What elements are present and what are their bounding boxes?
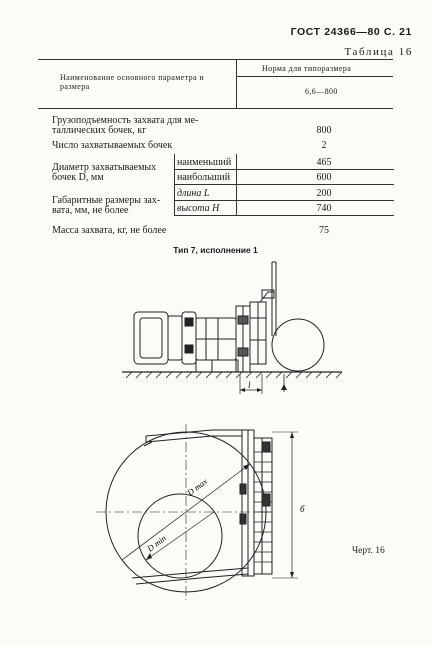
capacity-label-line2: таллических бочек, кг: [52, 125, 147, 136]
capacity-label-line1: Грузоподъемность захвата для ме-: [52, 115, 199, 126]
dims-label-line1: Габаритные размеры зах-: [52, 195, 161, 206]
dim-b-label: б: [300, 504, 305, 514]
dim-dmax-label: D max: [185, 476, 210, 498]
dims-label-line2: вата, мм, не более: [52, 205, 129, 216]
count-value: 2: [321, 140, 327, 151]
norm-header: Норма для типоразмера: [262, 64, 352, 73]
diameter-max-label: наибольший: [177, 172, 231, 183]
dims-length-label: длина L: [177, 188, 210, 199]
diameter-label-line2: бочек D, мм: [52, 172, 104, 183]
param-header-line: Наименование основного параметра и размера: [60, 73, 205, 91]
count-label: Число захватываемых бочек: [52, 140, 173, 151]
diameter-min-label: наименьший: [177, 157, 232, 168]
figure-caption: Черт. 16: [352, 546, 385, 556]
diameter-min-value: 465: [316, 157, 332, 168]
side-view-upper: [122, 262, 342, 394]
table-caption: Таблица 16: [344, 46, 413, 58]
dims-length-value: 200: [316, 188, 332, 199]
dim-dmin-label: D min: [145, 532, 168, 554]
dims-height-label: высота H: [177, 203, 220, 214]
diameter-max-value: 600: [316, 172, 332, 183]
document-header: ГОСТ 24366—80 С. 21: [290, 26, 412, 38]
dim-l-label: l: [248, 380, 251, 390]
diameter-label-line1: Диаметр захватываемых: [52, 162, 157, 173]
mass-value: 75: [319, 225, 329, 236]
capacity-value: 800: [316, 125, 332, 136]
front-view-lower: [96, 424, 298, 600]
mass-label: Масса захвата, кг, не более: [52, 225, 167, 236]
dims-height-value: 740: [316, 203, 332, 214]
figure-title: Тип 7, исполнение 1: [173, 245, 258, 255]
norm-subheader: 6,6—800: [305, 87, 338, 96]
